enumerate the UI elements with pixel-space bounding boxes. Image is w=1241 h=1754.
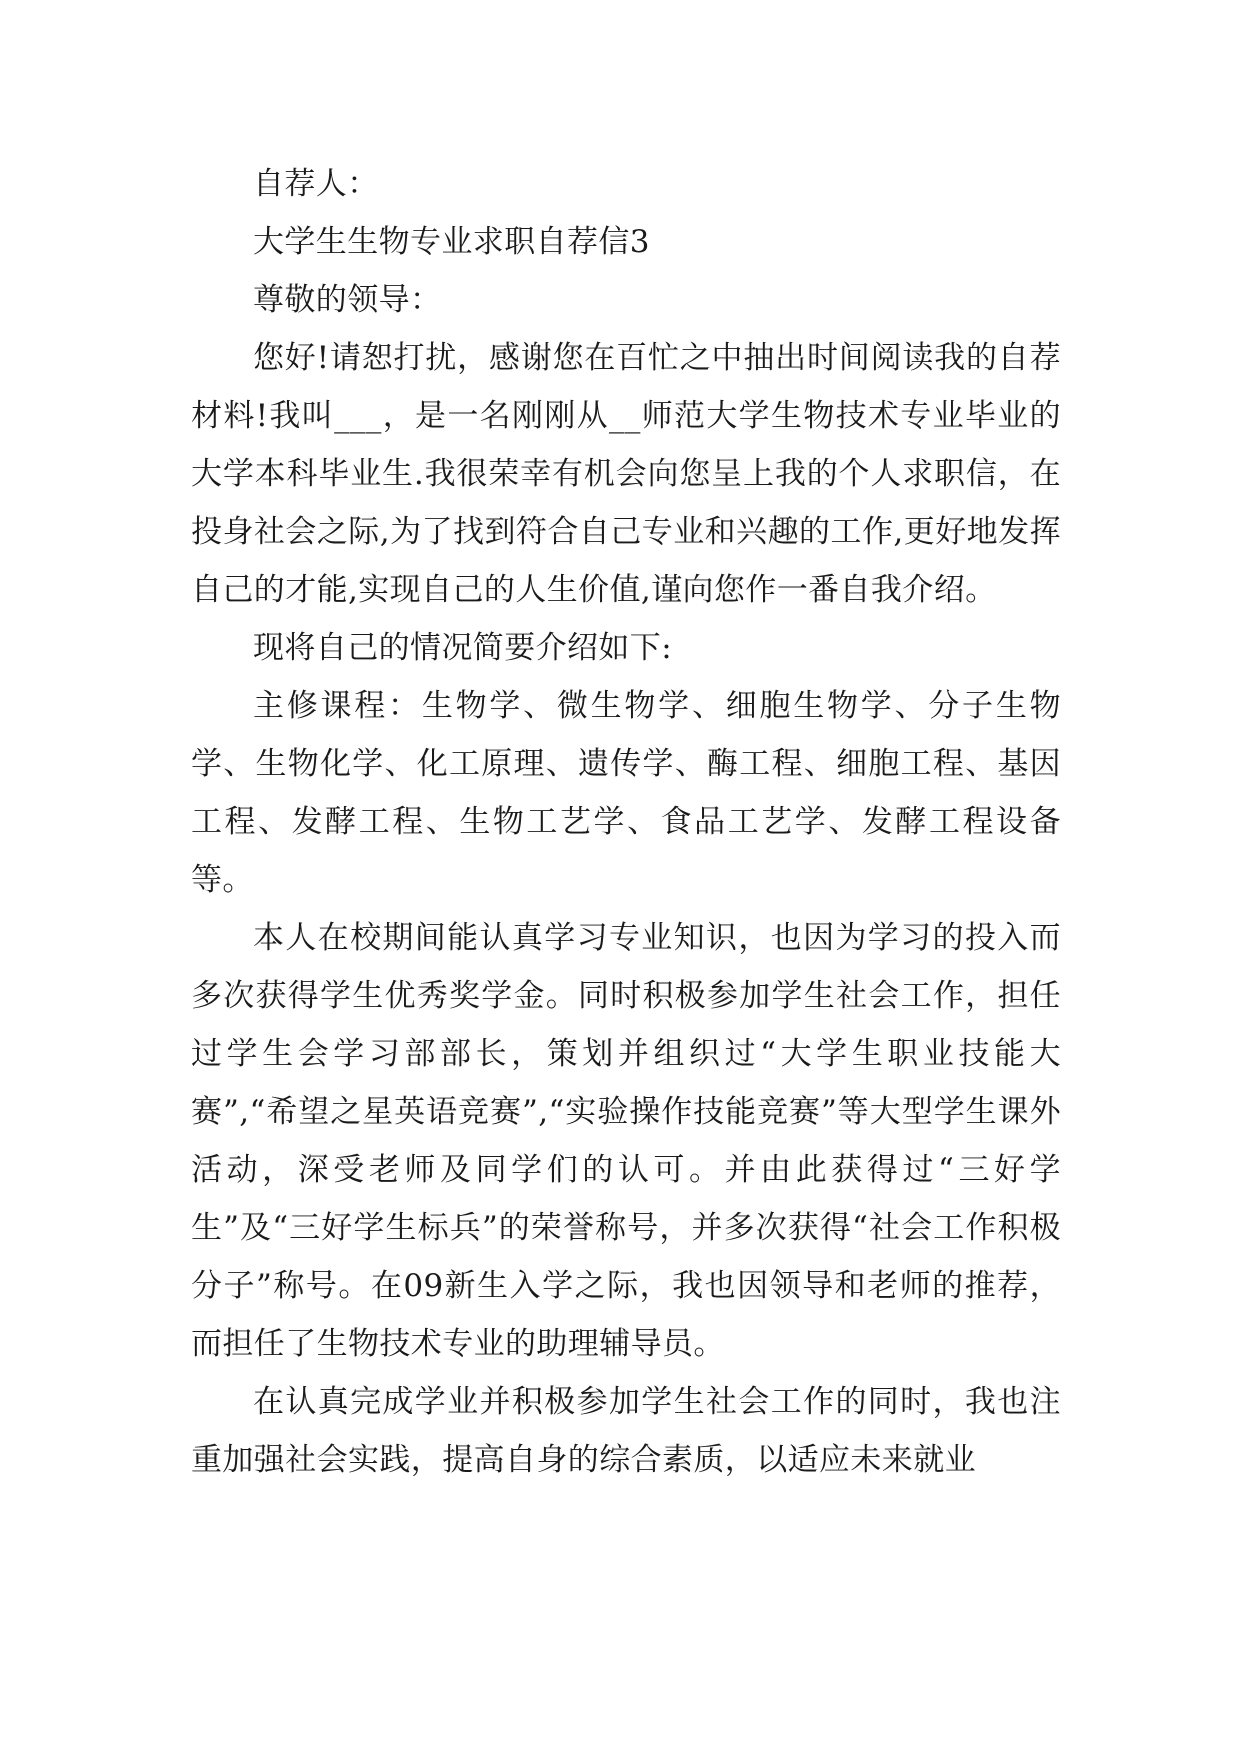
paragraph-courses: 主修课程：生物学、微生物学、细胞生物学、分子生物学、生物化学、化工原理、遗传学、酶工程、细胞工程、基因工程、发酵工程、生物工艺学、食品工艺学、发酵工程设备等。 [191,688,1061,898]
paragraph-practice: 在认真完成学业并积极参加学生社会工作的同时，我也注重加强社会实践，提高自身的综合素质，以适应未来就业 [191,1384,1061,1478]
letter-title: 大学生生物专业求职自荐信3 [253,224,650,260]
document-body [191,155,1061,1489]
paragraph-overview: 现将自己的情况简要介绍如下: [253,630,673,666]
paragraph-intro: 您好!请恕打扰，感谢您在百忙之中抽出时间阅读我的自荐材料!我叫___，是一名刚刚从__师范大学生物技术专业毕业的大学本科毕业生.我很荣幸有机会向您呈上我的个人求职信，在投身社会之际,为了找到符合自己专业和兴趣的工作,更好地发挥自己的才能,实现自己的人生价值,谨向您作一番自我介绍。 [191,340,1061,608]
signature-line: 自荐人： [253,166,379,202]
salutation: 尊敬的领导： [253,282,442,318]
paragraph-achievements: 本人在校期间能认真学习专业知识，也因为学习的投入而多次获得学生优秀奖学金。同时积极参加学生社会工作，担任过学生会学习部部长，策划并组织过“大学生职业技能大赛”,“希望之星英语竞赛”,“实验操作技能竞赛”等大型学生课外活动，深受老师及同学们的认可。并由此获得过“三好学生”及“三好学生标兵”的荣誉称号，并多次获得“社会工作积极分子”称号。在09新生入学之际，我也因领导和老师的推荐，而担任了生物技术专业的助理辅导员。 [191,920,1061,1362]
